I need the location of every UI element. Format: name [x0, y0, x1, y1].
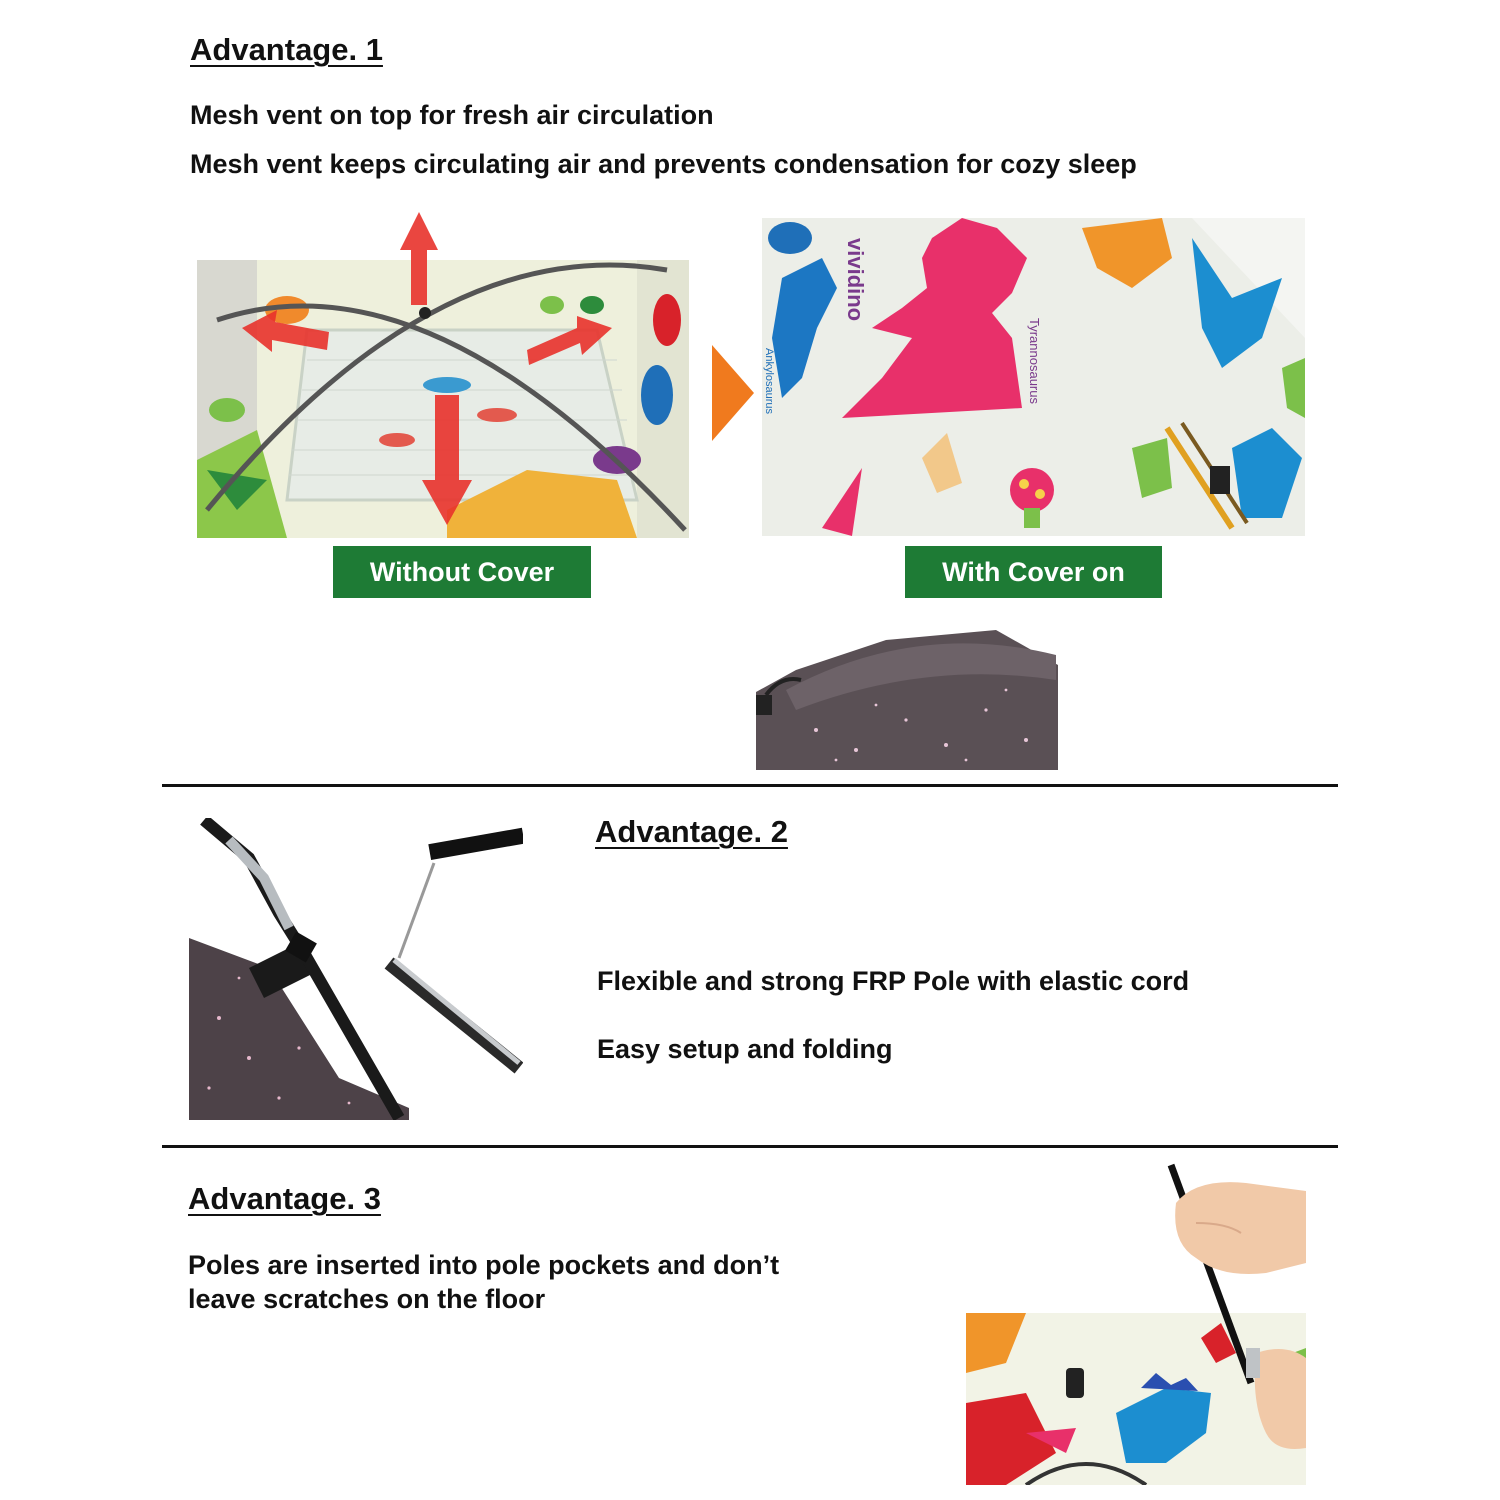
- orange-arrow-icon: [712, 345, 754, 441]
- frp-pole-photo: [189, 818, 523, 1120]
- photo-brand-text: vividino: [843, 238, 868, 322]
- advantage-3-line-2: leave scratches on the floor: [188, 1284, 546, 1314]
- advantage-3-heading: Advantage. 3: [188, 1181, 381, 1216]
- section-divider-1: [162, 784, 1338, 787]
- without-cover-label: Without Cover: [333, 546, 591, 598]
- advantage-2-line-1: Flexible and strong FRP Pole with elastic cord: [597, 966, 1190, 996]
- advantage-2-heading: Advantage. 2: [595, 814, 788, 849]
- with-cover-label: With Cover on: [905, 546, 1162, 598]
- pole-pocket-photo: [966, 1163, 1306, 1485]
- section-divider-2: [162, 1145, 1338, 1148]
- advantage-2-line-2: Easy setup and folding: [597, 1034, 893, 1064]
- tent-with-cover-photo: [762, 218, 1305, 536]
- advantage-1-line-2: Mesh vent keeps circulating air and prevents condensation for cozy sleep: [190, 149, 1137, 179]
- advantage-3-line-1: Poles are inserted into pole pockets and don’t: [188, 1250, 780, 1280]
- advantage-1-heading: Advantage. 1: [190, 32, 383, 67]
- starry-cover-photo: [756, 600, 1058, 770]
- photo-species-text-1: Tyrannosaurus: [1027, 318, 1042, 404]
- photo-species-text-2: Ankylosaurus: [763, 348, 775, 415]
- tent-without-cover-photo: [197, 210, 689, 538]
- advantage-1-line-1: Mesh vent on top for fresh air circulation: [190, 100, 714, 130]
